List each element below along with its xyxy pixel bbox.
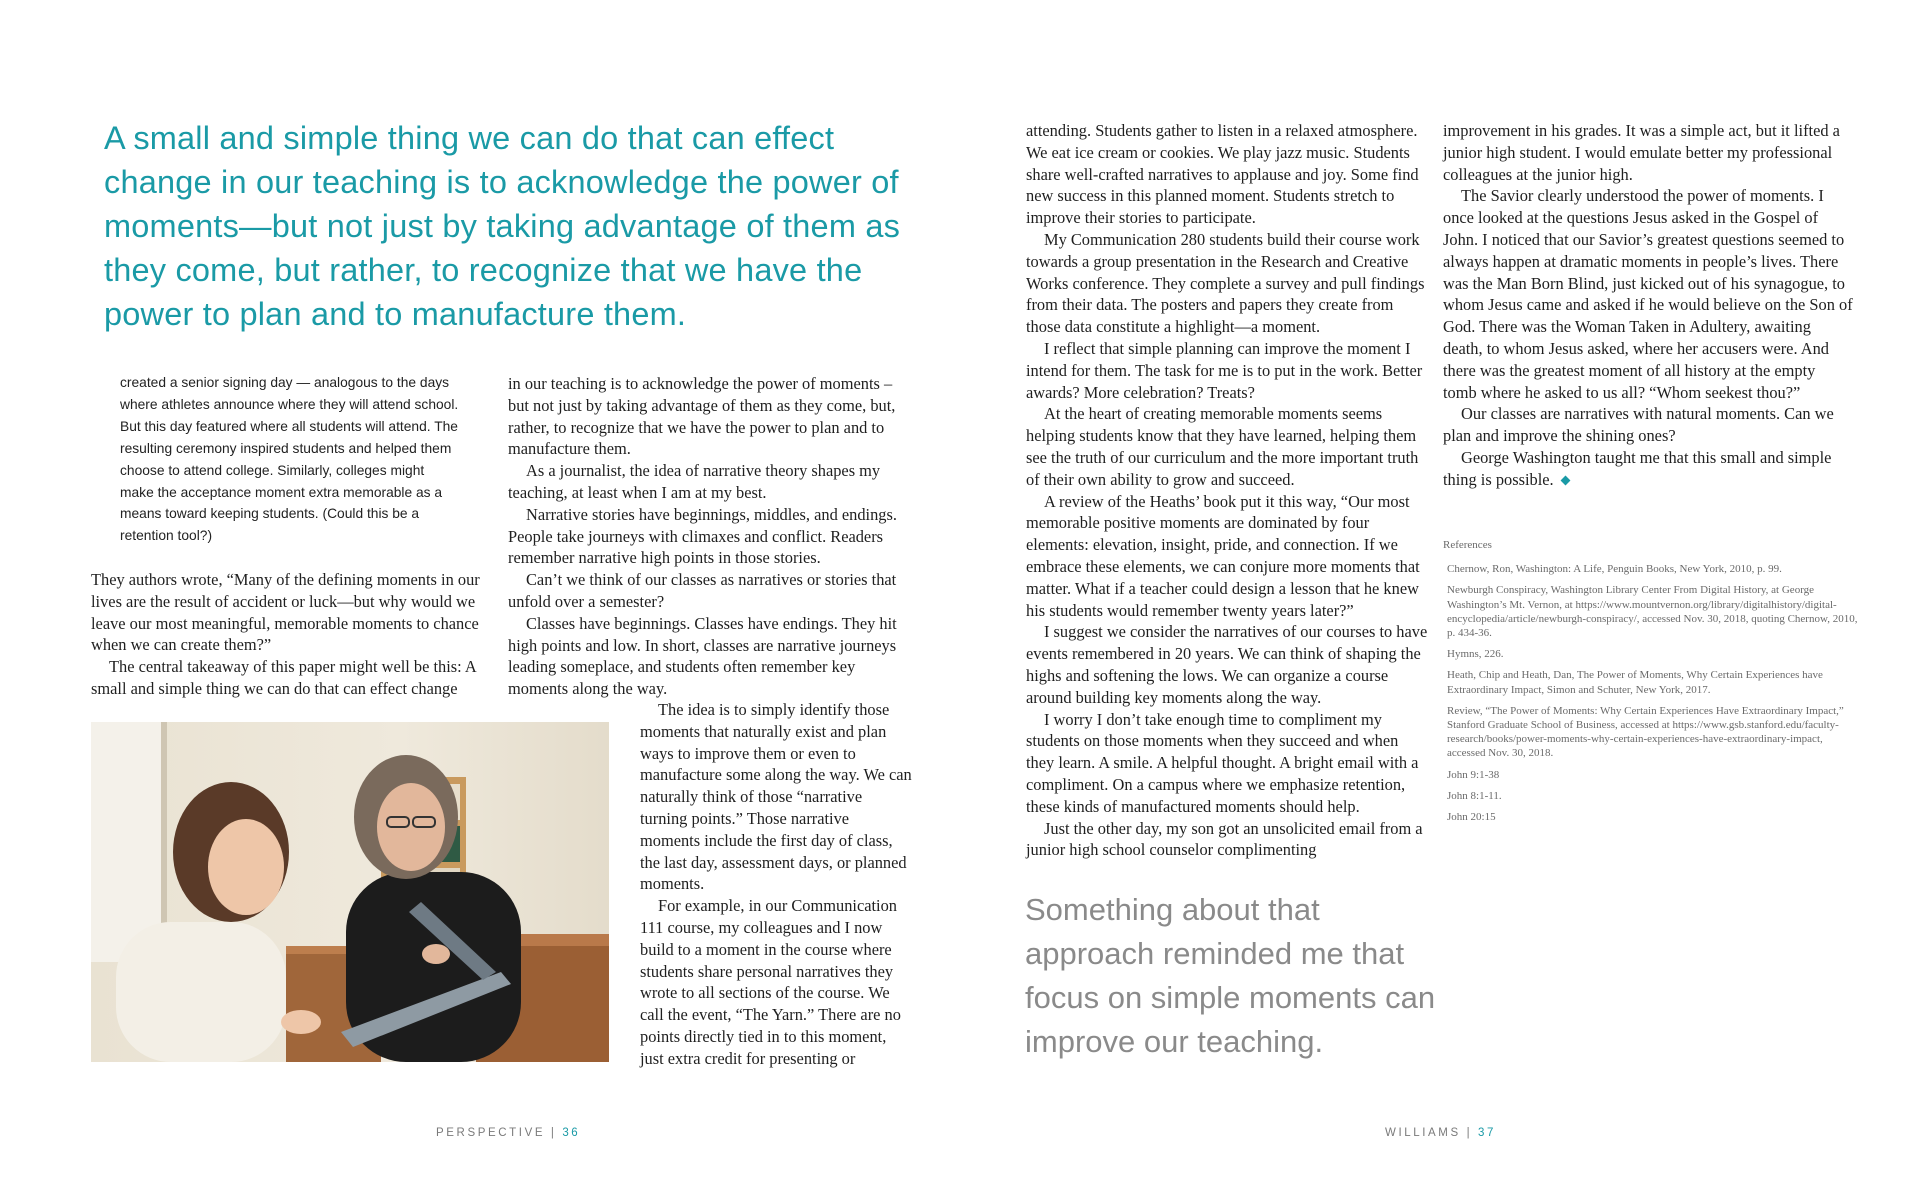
column-2 (508, 373, 910, 700)
inset-paragraph: created a senior signing day — analogous to the days where athletes announce where they will attend school. But this day featured where all students will attend. The resulting ceremony inspired students and helped them choose to attend college. Similarly, colleges might make the acceptance moment extra memorable as a means toward keeping students. (Could this be a retention tool?) (120, 375, 459, 544)
paragraph: Classes have beginnings. Classes have endings. They hit high points and low. In short, classes are narrative journeys leading someplace, and students often remember key moments along the way. (508, 613, 897, 699)
page-number: 36 (562, 1127, 581, 1139)
reference-item: Chernow, Ron, Washington: A Life, Penguin Books, New York, 2010, p. 99. (1447, 563, 1782, 576)
column-3 (1026, 120, 1430, 861)
pull-quote-top: A small and simple thing we can do that can effect change in our teaching is to acknowledge the power of moments—but not just by taking advantage of them as they come, but rather, to recognize that we have the power to plan and to manufacture them. (104, 120, 901, 332)
paragraph: They authors wrote, “Many of the defining moments in our lives are the result of accident or luck—but why would we leave our most meaningful, memorable moments to chance when we can create them?” (91, 570, 480, 655)
page-number: 37 (1477, 1127, 1496, 1139)
paragraph: The Savior clearly understood the power of moments. I once looked at the questions Jesus asked in the Gospel of John. I noticed that our Savior’s greatest questions seemed to always happen at dramatic moments in people’s lives. There was the Man Born Blind, just kicked out of his synagogue, to whom Jesus came and asked if he would believe on the Son of God. There was the Woman Taken in Adultery, awaiting death, to whom Jesus asked, where her accusers were. And there was the greatest moment of all history at the empty tomb where he asked to us all? “Whom seekest thou?” (1443, 186, 1853, 402)
paragraph: The central takeaway of this paper might well be this: A small and simple thing we can do that can effect change (91, 657, 476, 698)
reference-item: Hymns, 226. (1447, 648, 1504, 661)
paragraph: At the heart of creating memorable moments seems helping students know that they have learned, helping them see the truth of our curriculum and the more important truth of their own ability to grow and succeed. (1026, 404, 1419, 489)
paragraph: in our teaching is to acknowledge the power of moments – but not just by taking advantage of them as they come, but, rather, to recognize that we have the power to plan and to manufacture them. (508, 374, 896, 459)
references-title: References (1443, 539, 1492, 551)
paragraph: I worry I don’t take enough time to compliment my students on those moments when they succeed and when they learn. A smile. A helpful thought. A bright email with a compliment. On a campus where we emphasize retention, these kinds of manufactured moments should help. (1026, 709, 1419, 816)
column-4 (1443, 120, 1853, 491)
reference-item: Newburgh Conspiracy, Washington Library Center From Digital History, at George Washington’s Mt. Vernon, at https://www.mountvernon.org/library/digitalhistory/digital-encyclopedia/article/newburgh-conspiracy/, accessed Nov. 30, 2018, quoting Chernow, 2010, p. 434-36. (1447, 584, 1858, 640)
reference-item: John 8:1-11. (1447, 789, 1502, 802)
pull-quote-bottom: Something about that approach reminded me that focus on simple moments can improve our teaching. (1025, 892, 1436, 1059)
footer-right (1385, 1127, 1496, 1139)
paragraph: My Communication 280 students build their course work towards a group presentation in the Research and Creative Works conference. They complete a survey and pull findings from their data. The posters and papers they create from those data constitute a highlight—a moment. (1026, 229, 1425, 337)
end-mark-icon (1560, 475, 1570, 485)
paragraph: attending. Students gather to listen in a relaxed atmosphere. We eat ice cream or cookies. We play jazz music. Students share well-crafted narratives to applause and joy. Some find new success in this planned moment. Students stretch to improve their stories to participate. (1026, 121, 1419, 228)
reference-item: Heath, Chip and Heath, Dan, The Power of Moments, Why Certain Experiences have Extraordinary Impact, Simon and Schuter, New York, 2017. (1447, 669, 1823, 696)
paragraph: As a journalist, the idea of narrative theory shapes my teaching, at least when I am at my best. (508, 461, 881, 502)
classroom-photo (91, 722, 609, 1062)
column-2-continued (640, 699, 912, 1070)
reference-item: John 9:1-38 (1447, 768, 1500, 781)
paragraph: The idea is to simply identify those moments that naturally exist and plan ways to improve them or even to manufacture some along the way. We can naturally think of those “narrative turning points.” Those narrative moments include the first day of class, the last day, assessment days, or planned moments. (640, 700, 912, 894)
closing-paragraph (1443, 447, 1853, 491)
references (1443, 538, 1863, 831)
reference-item: John 20:15 (1447, 811, 1496, 824)
paragraph: A review of the Heaths’ book put it this way, “Our most memorable positive moments are dominated by four elements: elevation, insight, pride, and connection. If we embrace these elements, we can conjure more moments that matter. What if a teacher could design a lesson that he knew his students would remember twenty years later?” (1026, 491, 1420, 620)
footer-separator: | (1466, 1127, 1473, 1139)
paragraph: For example, in our Communication 111 course, my colleagues and I now build to a moment in the course where students share personal narratives they wrote to all sections of the course. We call the event, “The Yarn.” There are no points directly tied in to this moment, just extra credit for presenting or (640, 896, 901, 1068)
column-1 (91, 569, 491, 700)
paragraph: improvement in his grades. It was a simple act, but it lifted a junior high student. I would emulate better my professional colleagues at the junior high. (1443, 121, 1840, 184)
paragraph: I suggest we consider the narratives of our courses to have events remembered in 20 years. We can think of shaping the highs and softening the lows. We can organize a course around building key moments along the way. (1026, 622, 1428, 707)
paragraph: Can’t we think of our classes as narratives or stories that unfold over a semester? (508, 570, 897, 611)
paragraph: Our classes are narratives with natural moments. Can we plan and improve the shining ones? (1443, 404, 1834, 446)
running-head: WILLIAMS (1385, 1127, 1461, 1139)
paragraph: Just the other day, my son got an unsolicited email from a junior high school counselor complimenting (1026, 818, 1423, 860)
reference-item: Review, “The Power of Moments: Why Certain Experiences Have Extraordinary Impact,” Stanford Graduate School of Business, accessed at https://www.gsb.stanford.edu/faculty-research/books/power-moments-why-certain-experiences-have-extraordinary-impact, accessed Nov. 30, 2018. (1447, 704, 1844, 760)
paragraph-text: George Washington taught me that this small and simple thing is possible. (1443, 447, 1832, 489)
paragraph: I reflect that simple planning can improve the moment I intend for them. The task for me is to put in the work. Better awards? More celebration? Treats? (1026, 338, 1423, 402)
paragraph: Narrative stories have beginnings, middles, and endings. People take journeys with climaxes and conflict. Readers remember narrative high points in those stories. (508, 504, 897, 568)
footer-separator: | (550, 1127, 557, 1139)
footer-left (436, 1127, 580, 1139)
running-head: PERSPECTIVE (436, 1127, 546, 1139)
